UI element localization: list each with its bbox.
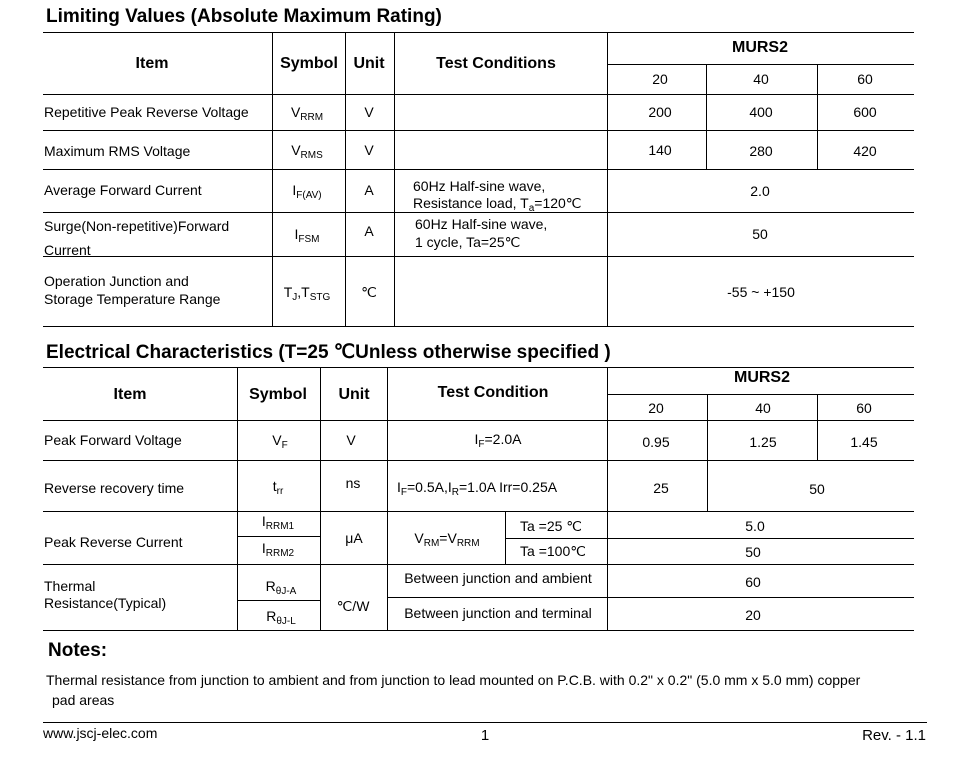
value-20: 200 bbox=[648, 104, 672, 120]
header-v20: 20 bbox=[648, 400, 664, 416]
row-symbol: $T_J,T_{STG}$ bbox=[283, 284, 331, 303]
electrical-title: Electrical Characteristics (T=25 ℃Unless otherwise specified ) bbox=[46, 342, 611, 363]
table-border bbox=[387, 597, 914, 598]
row-symbol: $I_{RRM2}$ bbox=[261, 540, 295, 559]
table-border bbox=[43, 326, 914, 327]
row-symbol: $V_F$ bbox=[272, 432, 288, 451]
table-border bbox=[706, 64, 707, 170]
value-20: 0.95 bbox=[642, 434, 670, 450]
value-all: 50 bbox=[752, 226, 768, 242]
test-condition: Between junction and terminal bbox=[404, 605, 592, 621]
table-border bbox=[607, 367, 608, 630]
row-symbol: $I_{RRM1}$ bbox=[261, 513, 295, 532]
table-border bbox=[43, 511, 914, 512]
row-unit: V bbox=[346, 432, 356, 448]
row-unit: V bbox=[364, 142, 374, 158]
temp-condition: Ta =100℃ bbox=[520, 543, 586, 559]
test-condition-line2: 1 cycle, Ta=25℃ bbox=[415, 234, 521, 250]
test-condition: Between junction and ambient bbox=[404, 570, 592, 586]
test-condition: $I_F=2.0A$ bbox=[474, 431, 522, 450]
row-item: Reverse recovery time bbox=[44, 480, 185, 496]
notes-text-line2: pad areas bbox=[52, 692, 115, 708]
table-border bbox=[43, 460, 914, 461]
value-20: 140 bbox=[648, 142, 672, 158]
table-border bbox=[43, 169, 914, 170]
table-border bbox=[237, 367, 238, 630]
row-unit: A bbox=[364, 223, 374, 239]
header-v20: 20 bbox=[652, 71, 668, 87]
value-20: 25 bbox=[653, 480, 669, 496]
table-border bbox=[394, 32, 395, 326]
value-60: 420 bbox=[853, 143, 877, 159]
notes-title: Notes: bbox=[48, 640, 108, 661]
table-border bbox=[237, 600, 320, 601]
notes-text: Thermal resistance from junction to ambient and from junction to lead mounted on P.C.B. with 0.2" x 0.2" (5.0 mm x 5.0 mm) copper bbox=[46, 672, 861, 688]
table-border bbox=[43, 32, 914, 33]
row-item: Average Forward Current bbox=[44, 182, 202, 198]
header-v40: 40 bbox=[753, 71, 769, 87]
header-test-conditions: Test Conditions bbox=[436, 55, 556, 72]
row-unit: μA bbox=[345, 530, 363, 546]
footer-website[interactable]: www.jscj-elec.com bbox=[43, 725, 158, 741]
header-part: MURS2 bbox=[731, 39, 789, 56]
value-all: 20 bbox=[745, 607, 761, 623]
row-symbol: $R_{\theta J-A}$ bbox=[265, 578, 297, 597]
table-border bbox=[387, 367, 388, 630]
table-border bbox=[43, 130, 914, 131]
header-v40: 40 bbox=[755, 400, 771, 416]
table-border bbox=[505, 538, 914, 539]
header-v60: 60 bbox=[857, 71, 873, 87]
table-border bbox=[817, 64, 818, 170]
test-condition-line2: Resistance load, $T_a=120℃$ bbox=[413, 195, 582, 214]
test-condition: $I_F=0.5A,I_R=1.0A$ Irr=0.25A bbox=[397, 479, 558, 498]
table-border bbox=[817, 394, 818, 460]
row-symbol: $t_{rr}$ bbox=[272, 478, 284, 497]
table-border bbox=[237, 536, 320, 537]
row-symbol: $I_{FSM}$ bbox=[294, 226, 320, 245]
row-item-line2: Storage Temperature Range bbox=[44, 291, 221, 307]
table-border bbox=[345, 32, 346, 326]
row-item-line2: Resistance(Typical) bbox=[44, 595, 167, 611]
table-border bbox=[43, 367, 914, 368]
value-60: 600 bbox=[853, 104, 877, 120]
table-border bbox=[43, 256, 914, 257]
table-border bbox=[505, 511, 506, 564]
row-unit: ns bbox=[345, 475, 361, 491]
header-v60: 60 bbox=[856, 400, 872, 416]
temp-condition: Ta =25 ℃ bbox=[519, 518, 583, 534]
table-border bbox=[272, 32, 273, 326]
table-border bbox=[607, 32, 608, 326]
header-test-condition: Test Condition bbox=[437, 384, 549, 401]
row-symbol: $I_{F(AV)}$ bbox=[292, 182, 322, 201]
test-condition-line1: 60Hz Half-sine wave, bbox=[415, 216, 548, 232]
row-symbol: $R_{\theta J-L}$ bbox=[266, 608, 296, 627]
table-border bbox=[43, 630, 914, 631]
value-all: 60 bbox=[745, 574, 761, 590]
header-item: Item bbox=[135, 55, 169, 72]
value-all: 2.0 bbox=[750, 183, 770, 199]
table-border bbox=[43, 564, 914, 565]
value-40: 280 bbox=[749, 143, 773, 159]
header-part: MURS2 bbox=[733, 369, 791, 386]
row-item: Surge(Non-repetitive)Forward bbox=[44, 218, 230, 234]
value-all: 5.0 bbox=[745, 518, 765, 534]
footer-page-number: 1 bbox=[480, 727, 490, 744]
row-item: Peak Forward Voltage bbox=[44, 432, 182, 448]
footer-divider bbox=[43, 722, 927, 723]
table-border bbox=[320, 367, 321, 630]
footer-revision: Rev. - 1.1 bbox=[862, 727, 926, 744]
row-symbol: $V_{RMS}$ bbox=[291, 142, 323, 161]
test-condition-line1: 60Hz Half-sine wave, bbox=[413, 178, 546, 194]
row-symbol: $V_{RRM}$ bbox=[290, 104, 324, 123]
table-border bbox=[607, 64, 914, 65]
table-border bbox=[707, 394, 708, 511]
row-unit: ℃ bbox=[361, 284, 377, 300]
value-all: -55 ~ +150 bbox=[727, 284, 795, 300]
row-item: Thermal bbox=[44, 578, 96, 594]
header-symbol: Symbol bbox=[280, 55, 338, 72]
row-item: Repetitive Peak Reverse Voltage bbox=[44, 104, 249, 120]
row-item: Maximum RMS Voltage bbox=[44, 143, 191, 159]
header-symbol: Symbol bbox=[249, 386, 307, 403]
row-unit: ℃/W bbox=[336, 598, 370, 614]
row-unit: V bbox=[364, 104, 374, 120]
value-40-60: 50 bbox=[809, 481, 825, 497]
row-item: Peak Reverse Current bbox=[44, 534, 183, 550]
value-all: 50 bbox=[745, 544, 761, 560]
test-condition: $V_{RM}=V_{RRM}$ bbox=[414, 530, 480, 549]
row-item: Operation Junction and bbox=[44, 273, 189, 289]
header-item: Item bbox=[113, 386, 147, 403]
table-border bbox=[43, 420, 914, 421]
limiting-title: Limiting Values (Absolute Maximum Rating) bbox=[46, 6, 442, 27]
row-unit: A bbox=[364, 182, 374, 198]
value-40: 1.25 bbox=[749, 434, 777, 450]
header-unit: Unit bbox=[353, 55, 385, 72]
header-unit: Unit bbox=[338, 386, 370, 403]
table-border bbox=[43, 94, 914, 95]
table-border bbox=[607, 394, 914, 395]
value-40: 400 bbox=[749, 104, 773, 120]
value-60: 1.45 bbox=[850, 434, 878, 450]
row-item-line2: Current bbox=[44, 242, 91, 258]
